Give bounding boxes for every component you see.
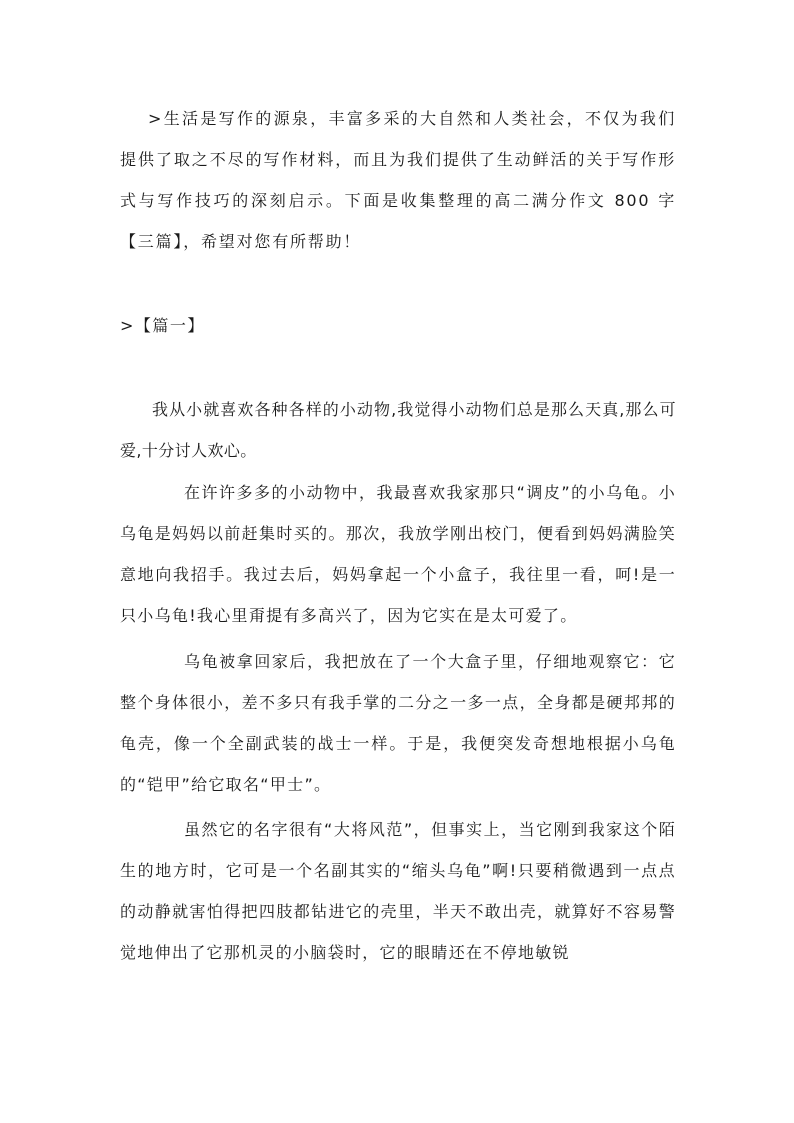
body-paragraph-3: 乌龟被拿回家后，我把放在了一个大盒子里，仔细地观察它：它整个身体很小，差不多只有我手掌的二分之一多一点，全身都是硬邦邦的龟壳，像一个全副武装的战士一样。于是，我便突发奇想地根据小乌龟的“铠甲”给它取名“甲士”。 (120, 652, 676, 794)
body-paragraph-1: 我从小就喜欢各种各样的小动物,我觉得小动物们总是那么天真,那么可爱,十分讨人欢心。 (120, 400, 676, 460)
section-heading: >【篇一】 (120, 316, 205, 335)
intro-paragraph: >生活是写作的源泉，丰富多采的大自然和人类社会，不仅为我们提供了取之不尽的写作材料，而且为我们提供了生动鲜活的关于写作形式与写作技巧的深刻启示。下面是收集整理的高二满分作文 800 字【三篇】，希望对您有所帮助！ (120, 109, 676, 251)
body-paragraph-2: 在许许多多的小动物中，我最喜欢我家那只“调皮”的小乌龟。小乌龟是妈妈以前赶集时买的。那次，我放学刚出校门，便看到妈妈满脸笑意地向我招手。我过去后，妈妈拿起一个小盒子，我往里一看，呵!是一只小乌龟!我心里甭提有多高兴了，因为它实在是太可爱了。 (120, 483, 676, 625)
body-paragraph-4: 虽然它的名字很有“大将风范”，但事实上，当它刚到我家这个陌生的地方时，它可是一个名副其实的“缩头乌龟”啊!只要稍微遇到一点点的动静就害怕得把四肢都钻进它的壳里，半天不敢出壳，就算好不容易警觉地伸出了它那机灵的小脑袋时，它的眼睛还在不停地敏锐 (120, 820, 676, 962)
